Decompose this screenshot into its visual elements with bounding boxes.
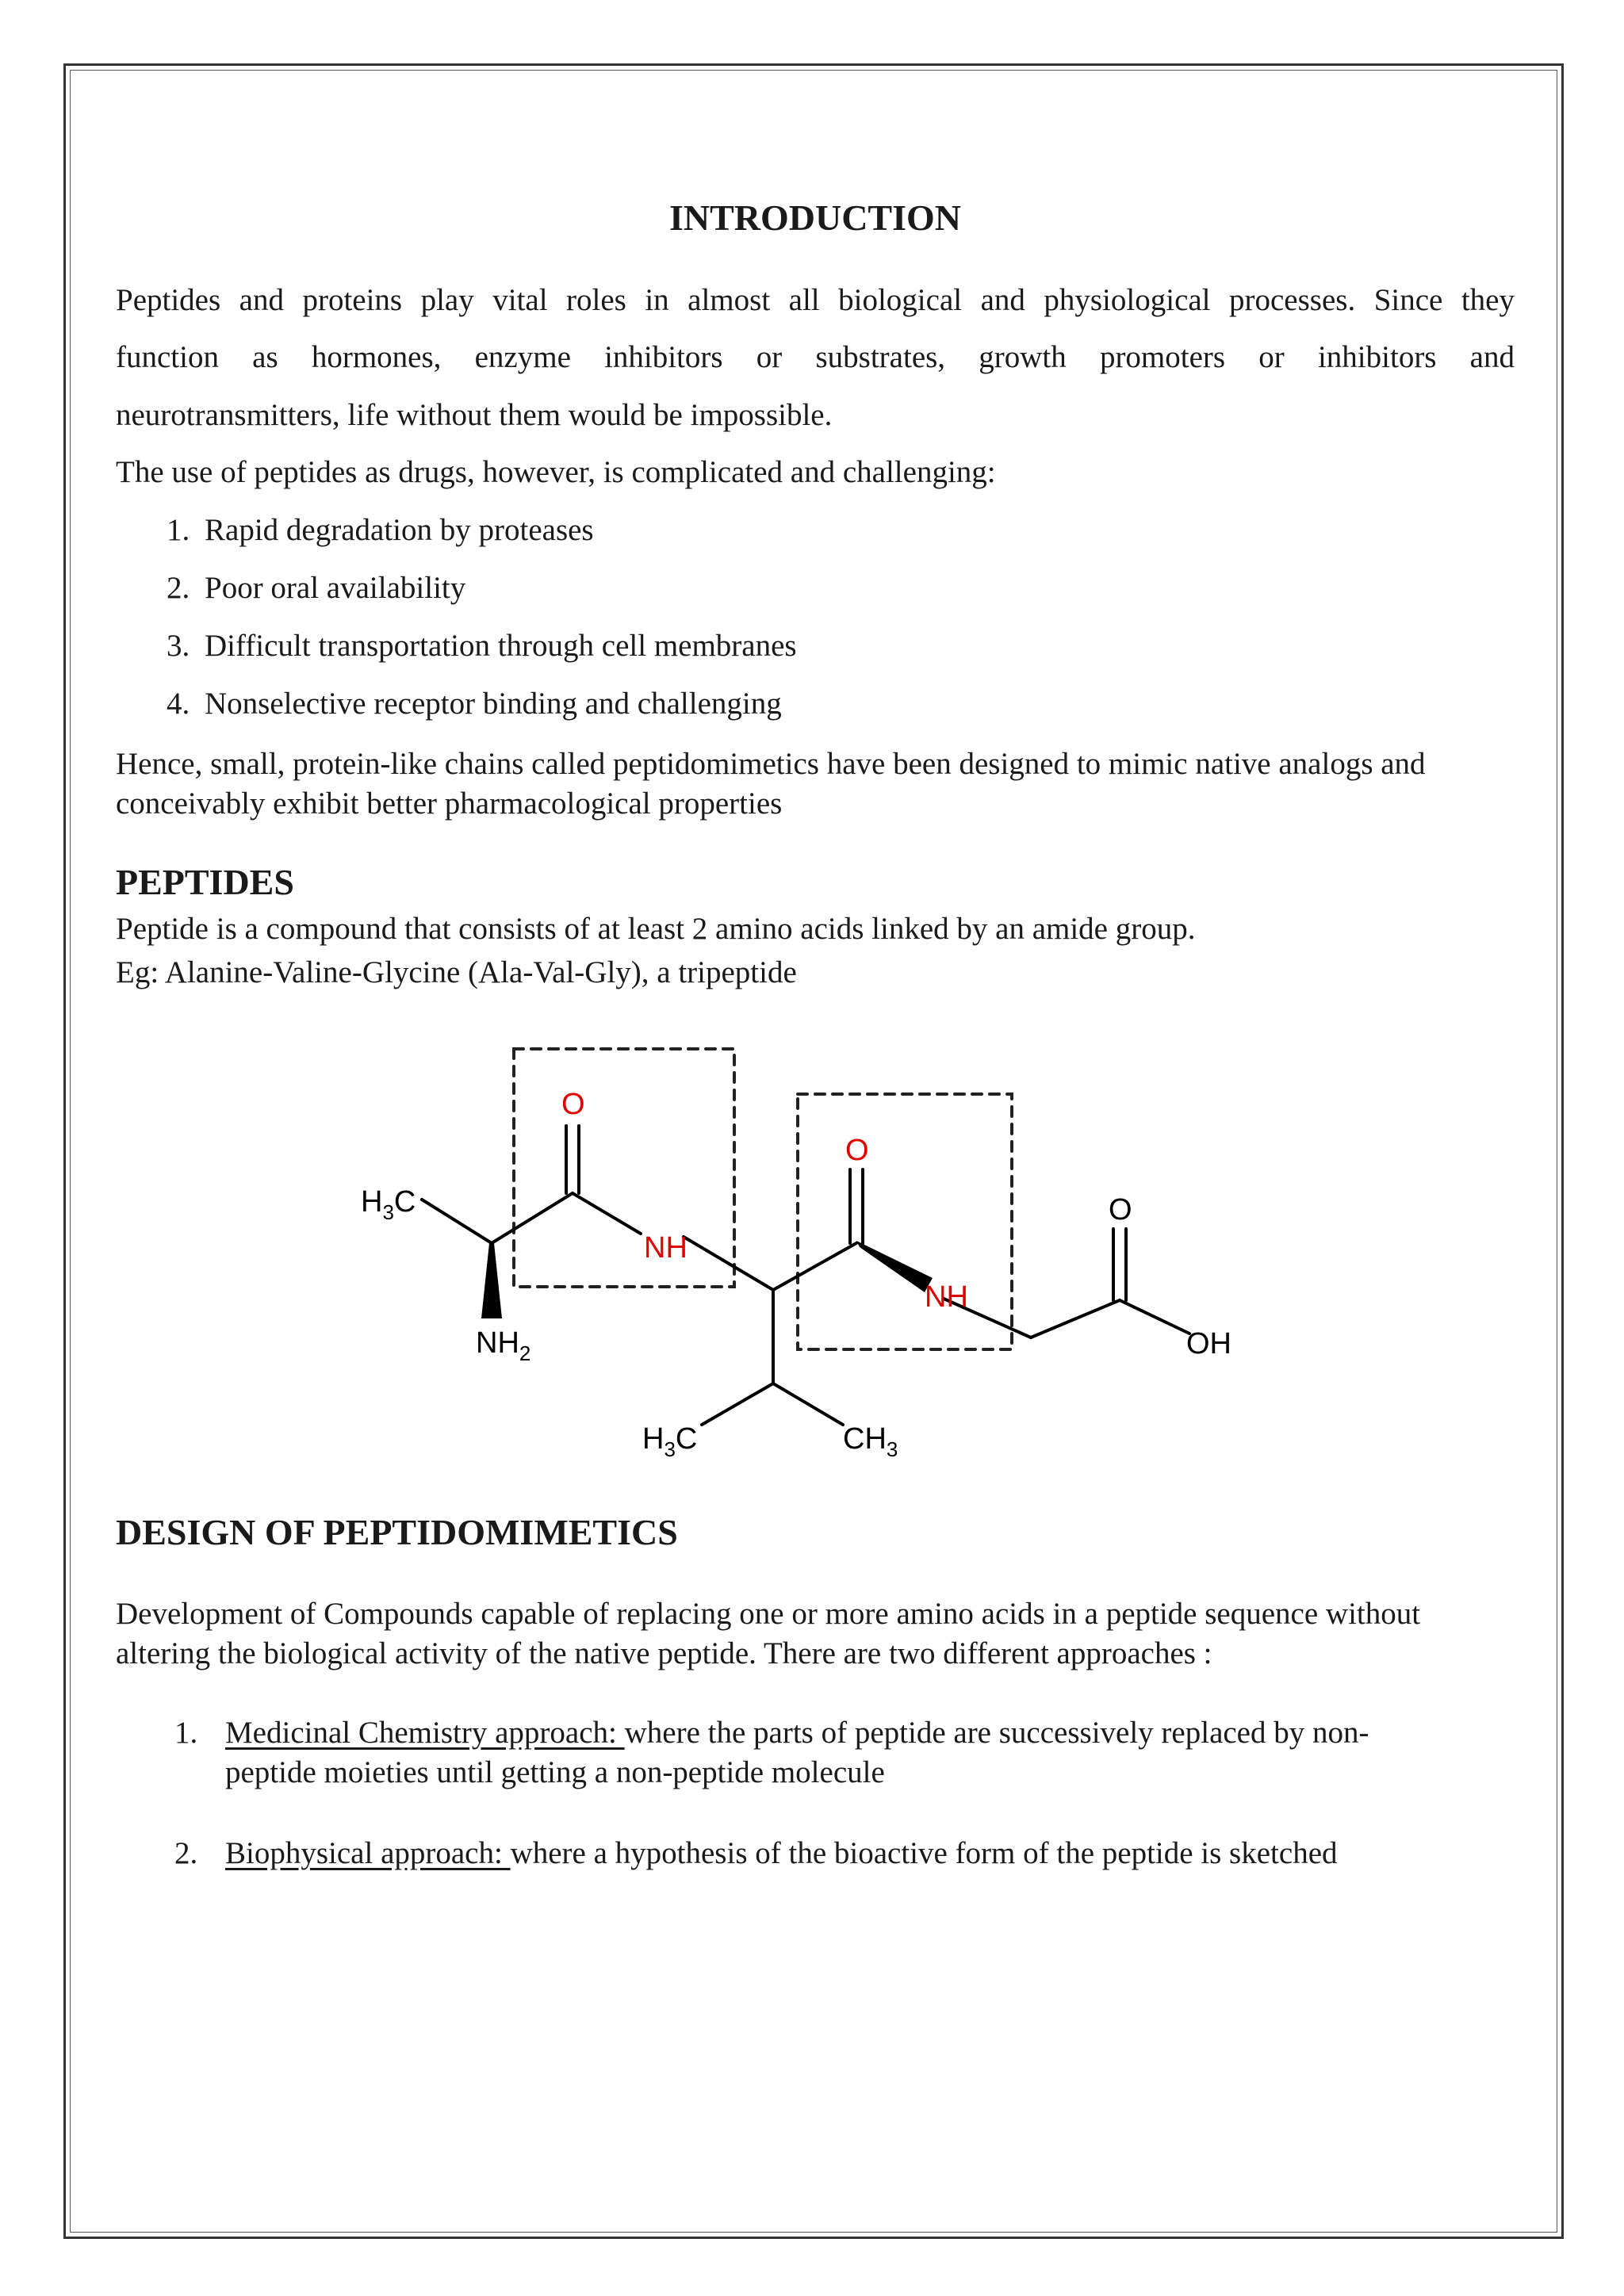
approach-number: 1. [174,1716,198,1750]
wedge-bond [856,1241,933,1292]
introduction-heading: INTRODUCTION [668,197,962,238]
bond [492,1193,573,1243]
methyl-group-label: $H_3C$ [642,1422,698,1461]
bond [684,1237,773,1290]
design-heading-wrap [116,1511,678,1553]
intro-para3-line2: conceivably exhibit better pharmacological properties [116,786,783,821]
intro-para1-line1: Peptides and proteins play vital roles in almost all biological and physiological processes. Since they [116,283,1515,317]
approach-title: Biophysical approach: [225,1836,511,1870]
peptides-heading: PEPTIDES [116,862,294,902]
challenge-text: Rapid degradation by proteases [205,513,594,547]
approach-title: Medicinal Chemistry approach: [225,1716,625,1750]
approach-item [174,1714,1522,1752]
design-para-line2: altering the biological activity of the native peptide. There are two different approaches : [116,1636,1212,1670]
intro-para3-line1: Hence, small, protein-like chains called peptidomimetics have been designed to mimic native analogs and [116,747,1426,781]
bond [773,1243,856,1290]
approach-text-continued: peptide moieties until getting a non-peptide molecule [225,1755,885,1789]
methyl-group-label: $H_3C$ [361,1185,416,1224]
bond [422,1200,492,1243]
approach-text: where the parts of peptide are successively replaced by non- [624,1716,1369,1750]
approach-item [174,1835,1522,1873]
bond [1031,1300,1120,1337]
intro-para2: The use of peptides as drugs, however, is complicated and challenging: [116,455,996,489]
challenge-text: Nonselective receptor binding and challenging [205,687,782,721]
bond [702,1383,773,1425]
challenge-number: 4. [167,687,190,721]
challenge-number: 1. [167,513,190,547]
amide-nitrogen-label: NH [925,1280,968,1314]
approach-text: where a hypothesis of the bioactive form of the peptide is sketched [510,1836,1338,1870]
amide-bond-box-2 [798,1094,1012,1349]
amino-group-label: $NH_2$ [476,1326,531,1365]
bond [1120,1300,1189,1334]
methyl-group-label: $CH_3$ [843,1422,898,1461]
amide-bond-box-1 [514,1049,734,1287]
amide-nitrogen-label: NH [644,1231,688,1265]
challenge-number: 2. [167,571,190,605]
approach-number: 2. [174,1836,198,1870]
hydroxyl-label: OH [1186,1327,1231,1360]
design-heading: DESIGN OF PEPTIDOMIMETICS [116,1512,678,1552]
acid-oxygen-label: O [1109,1193,1132,1226]
challenge-number: 3. [167,629,190,663]
intro-para1-line2: function as hormones, enzyme inhibitors or substrates, growth promoters or inhibitors and [116,340,1515,374]
challenge-text: Poor oral availability [205,571,466,605]
challenge-text: Difficult transportation through cell membranes [205,629,797,663]
carbonyl-oxygen-label: O [561,1088,585,1121]
wedge-bond [481,1243,502,1318]
peptides-definition: Peptide is a compound that consists of at least 2 amino acids linked by an amide group. [116,912,1196,946]
carbonyl-oxygen-label: O [845,1134,869,1167]
bond [573,1193,641,1234]
bond [773,1383,843,1425]
peptides-example: Eg: Alanine-Valine-Glycine (Ala-Val-Gly), a tripeptide [116,955,797,989]
design-para-line1: Development of Compounds capable of replacing one or more amino acids in a peptide sequence without [116,1597,1421,1631]
intro-para1-line3: neurotransmitters, life without them would be impossible. [116,398,833,432]
